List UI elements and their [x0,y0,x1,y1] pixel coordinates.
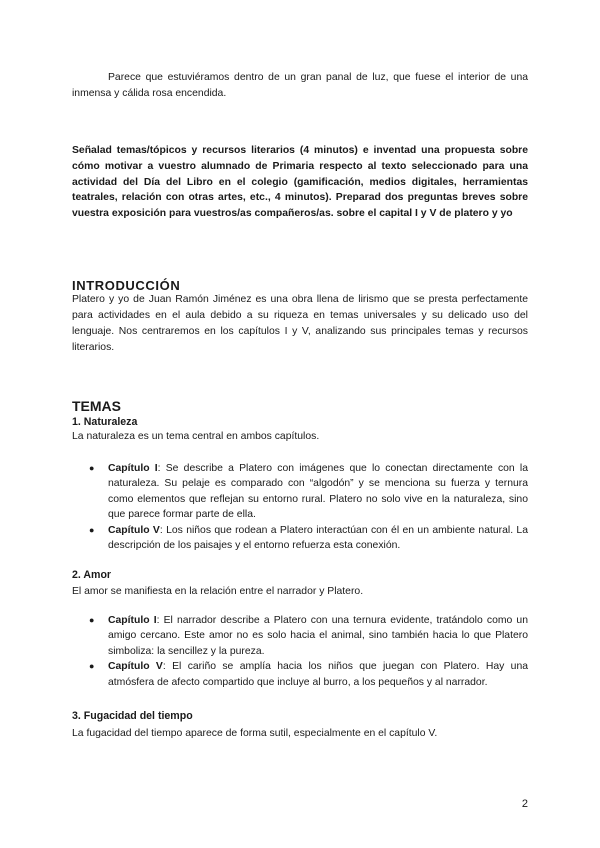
bullet-text: : Se describe a Platero con imágenes que lo conectan directamente con la naturaleza. Su pelaje es comparado con “algodón” y se menciona su fuerza y ternura como elementos que reflejan su entorno rural. Platero no solo vive en la naturaleza, sino que parece formar parte de ella. [108,463,528,521]
section-naturaleza-list [72,461,528,553]
section-naturaleza-title: 1. Naturaleza [72,416,138,428]
introduccion-text: Platero y yo de Juan Ramón Jiménez es una obra llena de lirismo que se presta perfectamente para actividades en el aula debido a su riqueza en temas universales y su delicado uso del lenguaje. Nos centraremos en los capítulos I y V, analizando sus principales temas y recursos literarios. [72,294,528,353]
introduccion-title: INTRODUCCIÓN [72,278,181,293]
bullet-icon: ● [89,463,95,473]
bullet-label: Capítulo V [108,661,163,673]
bullet-text: : El cariño se amplía hacia los niños que juegan con Platero. Hay una atmósfera de afecto compartido que incluye al burro, a los pequeños y al narrador. [108,661,529,688]
page-number: 2 [521,798,528,810]
section-amor-title: 2. Amor [72,569,112,581]
section-fugacidad-title: 3. Fugacidad del tiempo [72,710,193,722]
bullet-label: Capítulo V [108,524,160,536]
list-item [72,613,528,659]
section-amor-list [72,613,528,690]
task-prompt: Señalad temas/tópicos y recursos literarios (4 minutos) e inventad una propuesta sobre cómo motivar a vuestro alumnado de Primaria respecto al texto seleccionado para una actividad del Día del Libro en el colegio (gamificación, medios digitales, herramientas teatrales, relación con otras artes, etc., 4 minutos). Preparad dos preguntas breves sobre vuestra exposición para vuestros/as compañeros/as. sobre el capital I y V de platero y yo [72,145,528,220]
bullet-text: : El narrador describe a Platero con una ternura evidente, tratándolo como un amigo cercano. Este amor no es solo hacia el animal, sino también hacia lo que Platero simboliza: la sencillez y la pureza. [108,615,528,657]
bullet-label: Capítulo I [108,463,158,474]
bullet-icon: ● [89,524,95,535]
section-amor-intro: El amor se manifiesta en la relación entre el narrador y Platero. [72,586,364,597]
list-item [72,523,528,554]
list-item [72,659,528,690]
section-naturaleza-intro: La naturaleza es un tema central en ambos capítulos. [72,431,320,442]
list-item [72,461,528,523]
temas-title: TEMAS [72,398,121,414]
bullet-icon: ● [89,615,95,625]
bullet-label: Capítulo I [108,615,157,626]
temas-heading [72,398,528,416]
document-page [72,0,528,848]
section-fugacidad-intro: La fugacidad del tiempo aparece de forma sutil, especialmente en el capítulo V. [72,728,438,739]
intro-quote: Parece que estuviéramos dentro de un gran panal de luz, que fuese el interior de una inmensa y cálida rosa encendida. [72,72,528,99]
bullet-icon: ● [89,661,95,672]
bullet-text: : Los niños que rodean a Platero interactúan con él en un ambiente natural. La descripción de los paisajes y el entorno refuerza esta conexión. [108,524,528,552]
